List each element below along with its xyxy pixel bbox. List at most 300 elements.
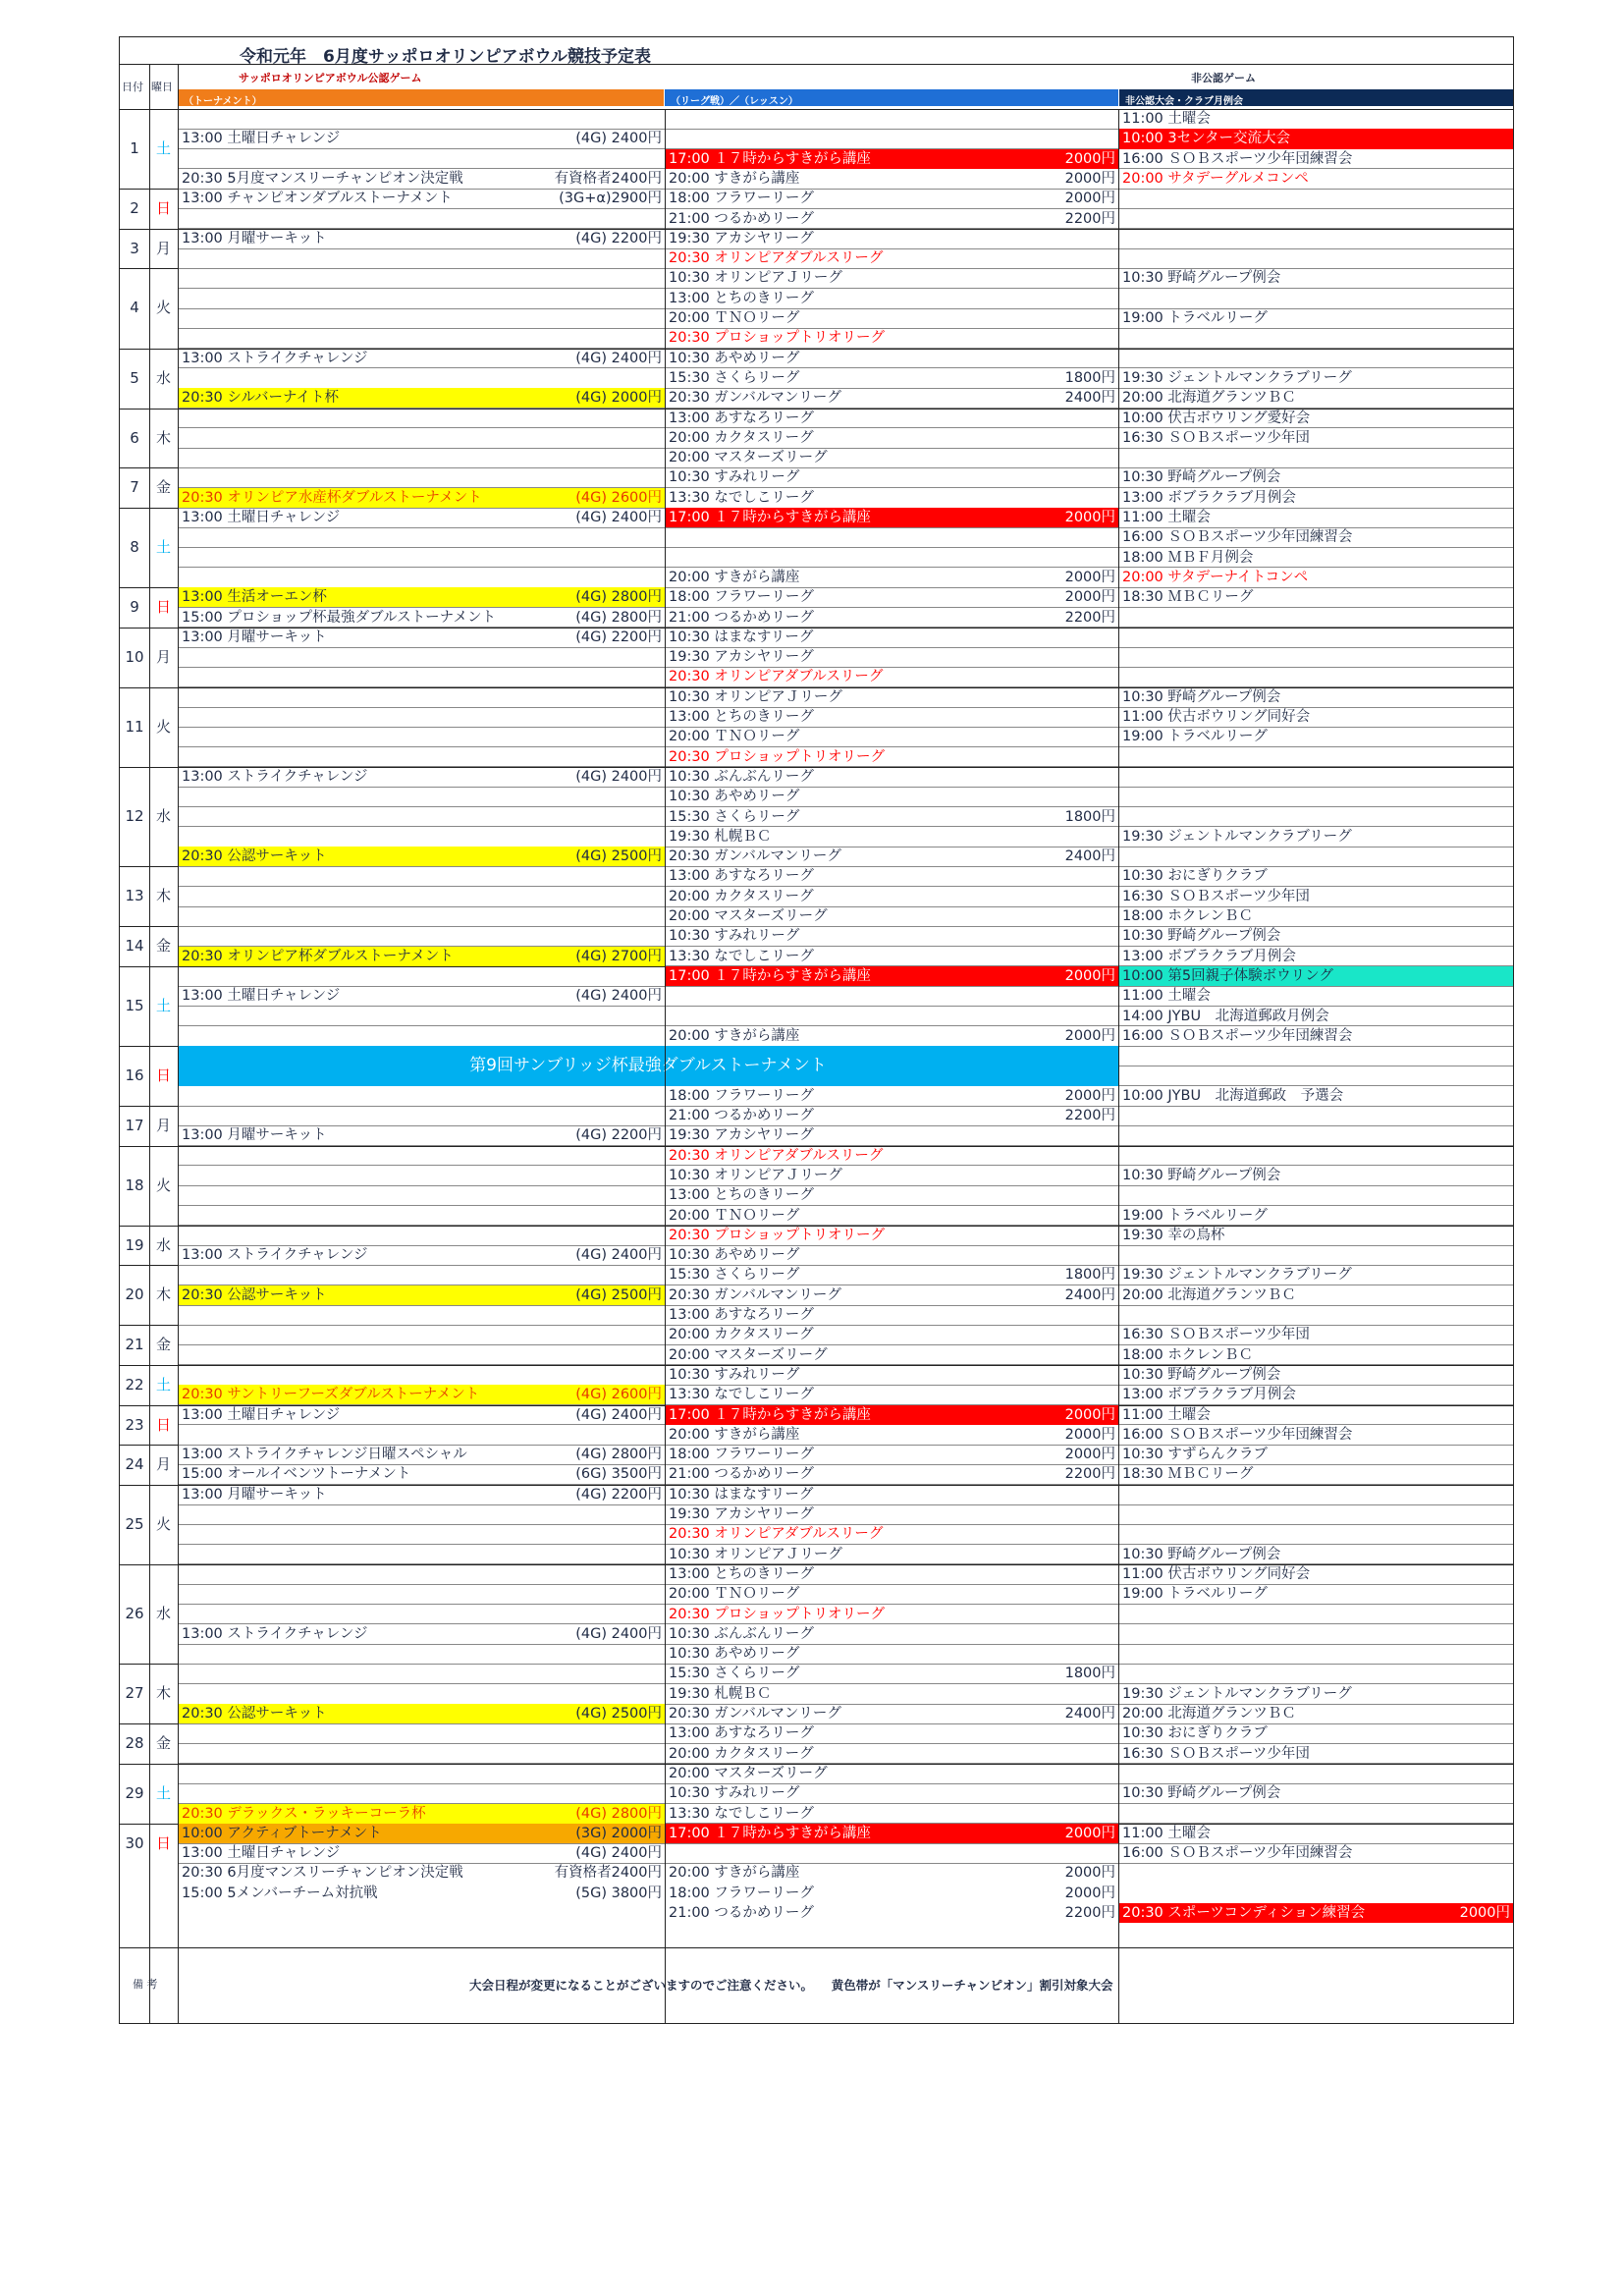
schedule-entry [665, 289, 1118, 308]
entry-price: (4G) 2600円 [575, 489, 662, 506]
schedule-entry [665, 368, 1118, 388]
entry-text: 20:00 すきがら講座 [669, 1865, 800, 1882]
day-of-week: 金 [155, 478, 171, 497]
entry-text: 20:00 ＴＮＯリーグ [669, 1207, 800, 1224]
divider [178, 65, 179, 2023]
schedule-entry [1118, 548, 1513, 568]
schedule-entry [665, 568, 1118, 587]
entry-text: 13:00 月曜サーキット [182, 1486, 327, 1503]
subrow-line [178, 1106, 665, 1107]
schedule-entry [665, 1285, 1118, 1305]
subrow-line [665, 129, 1118, 130]
schedule-entry [665, 1345, 1118, 1365]
entry-text: 10:30 オリンピアＪリーグ [669, 688, 842, 705]
entry-text: 19:30 アカシヤリーグ [669, 230, 814, 246]
schedule-entry [178, 1245, 665, 1265]
entry-price: (5G) 3800円 [575, 1885, 662, 1901]
schedule-entry [1118, 129, 1513, 148]
entry-text: 15:00 5メンバーチーム対抗戦 [182, 1885, 378, 1901]
schedule-entry [665, 1425, 1118, 1445]
entry-text: 20:30 オリンピアダブルスリーグ [669, 669, 884, 685]
entry-text: 20:00 カクタスリーグ [669, 888, 814, 904]
day-number: 23 [125, 1415, 144, 1434]
subrow-line [178, 1344, 665, 1345]
entry-text: 20:00 ＴＮＯリーグ [669, 310, 800, 326]
entry-text: 13:00 月曜サーキット [182, 629, 327, 645]
entry-price: 2200円 [1064, 1905, 1115, 1921]
schedule-entry [665, 906, 1118, 926]
day-number: 2 [130, 199, 139, 218]
schedule-entry [1118, 1265, 1513, 1285]
day-number: 5 [130, 368, 139, 387]
entry-text: 10:30 オリンピアＪリーグ [669, 270, 842, 287]
entry-price: (4G) 2500円 [575, 1286, 662, 1303]
divider [665, 109, 666, 2023]
subrow-line [1118, 806, 1513, 807]
schedule-entry [665, 1325, 1118, 1344]
entry-price: (4G) 2200円 [575, 1127, 662, 1144]
schedule-entry [665, 707, 1118, 727]
entry-price: (4G) 2600円 [575, 1387, 662, 1403]
schedule-entry [665, 1146, 1118, 1166]
entry-price: (4G) 2500円 [575, 1706, 662, 1722]
schedule-entry [1118, 268, 1513, 288]
schedule-entry [1118, 149, 1513, 169]
schedule-entry [665, 1086, 1118, 1106]
league-bar-label: （リーグ戦）／（レッスン） [671, 96, 798, 107]
schedule-entry [665, 787, 1118, 806]
entry-text: 10:30 あやめリーグ [669, 1646, 800, 1663]
entry-price: (4G) 2800円 [575, 589, 662, 606]
schedule-entry [665, 1464, 1118, 1484]
entry-text: 16:30 ＳＯＢスポーツ少年団 [1122, 1745, 1310, 1762]
schedule-entry [1118, 368, 1513, 388]
subrow-line [1118, 1524, 1513, 1525]
day-of-week: 水 [155, 1604, 171, 1622]
entry-text: 18:00 ホクレンＢＣ [1122, 1346, 1254, 1363]
entry-text: 20:00 北海道グランツＢＣ [1122, 1286, 1296, 1303]
entry-text: 17:00 １７時からすきがら講座 [669, 1406, 871, 1423]
subrow-line [178, 1325, 665, 1326]
day-of-week: 火 [155, 717, 171, 736]
schedule-entry [665, 1524, 1118, 1544]
entry-text: 16:00 ＳＯＢスポーツ少年団練習会 [1122, 1027, 1353, 1044]
entry-price: 2000円 [1064, 1865, 1115, 1882]
divider [149, 65, 150, 2023]
schedule-entry [665, 1545, 1118, 1564]
schedule-entry [1118, 966, 1513, 986]
schedule-entry [665, 1485, 1118, 1504]
schedule-entry [1118, 1086, 1513, 1106]
schedule-entry [1118, 1824, 1513, 1843]
entry-text: 10:30 すみれリーグ [669, 928, 800, 945]
entry-text: 20:00 カクタスリーグ [669, 1745, 814, 1762]
entry-text: 20:00 サタデーナイトコンペ [1122, 569, 1309, 585]
entry-text: 10:00 3センター交流大会 [1122, 131, 1291, 147]
entry-price: 2000円 [1064, 150, 1115, 167]
entry-text: 13:00 生活オーエン杯 [182, 589, 327, 606]
entry-text: 21:00 つるかめリーグ [669, 609, 814, 626]
tournament-bar-label: （トーナメント） [184, 96, 262, 107]
schedule-entry [665, 1804, 1118, 1824]
schedule-entry [1118, 1843, 1513, 1863]
entry-text: 17:00 １７時からすきがら講座 [669, 510, 871, 525]
schedule-entry [665, 1185, 1118, 1205]
schedule-entry [665, 1026, 1118, 1046]
entry-text: 18:30 ＭＢＣリーグ [1122, 589, 1254, 606]
entry-text: 13:00 ストライクチャレンジ [182, 350, 368, 366]
entry-text: 13:00 あすなろリーグ [669, 1725, 814, 1742]
subrow-line [178, 547, 665, 548]
entry-text: 10:00 第5回親子体験ボウリング [1122, 967, 1333, 984]
entry-price: (4G) 2400円 [575, 510, 662, 525]
entry-text: 20:30 サントリーフーズダブルストーナメント [182, 1387, 480, 1403]
entry-text: 18:00 フラワーリーグ [669, 589, 814, 606]
entry-text: 20:00 北海道グランツＢＣ [1122, 1706, 1296, 1722]
entry-price: (6G) 3500円 [575, 1466, 662, 1483]
header-unofficial-label: 非公認ゲーム [1191, 72, 1256, 84]
entry-text: 13:00 土曜日チャレンジ [182, 131, 341, 147]
schedule-entry [665, 1385, 1118, 1404]
entry-text: 10:30 ぶんぶんリーグ [669, 1625, 814, 1642]
schedule-entry [665, 887, 1118, 906]
subrow-line [178, 1544, 665, 1545]
day-number: 14 [125, 937, 144, 956]
entry-text: 10:30 オリンピアＪリーグ [669, 1546, 842, 1562]
entry-text: 21:00 つるかめリーグ [669, 1466, 814, 1483]
schedule-entry [1118, 866, 1513, 886]
day-number: 24 [125, 1455, 144, 1474]
subrow-line [178, 1604, 665, 1605]
entry-text: 10:30 あやめリーグ [669, 350, 800, 366]
schedule-entry [665, 1624, 1118, 1644]
schedule-entry [1118, 1425, 1513, 1445]
subrow-line [178, 1205, 665, 1206]
schedule-entry [178, 1125, 665, 1145]
subrow-line [178, 1025, 665, 1026]
entry-text: 15:30 さくらリーグ [669, 1666, 800, 1682]
entry-text: 19:30 アカシヤリーグ [669, 1127, 814, 1144]
schedule-entry [178, 628, 665, 647]
day-of-week: 土 [155, 1375, 171, 1394]
day-of-week: 土 [155, 1783, 171, 1802]
schedule-entry [665, 628, 1118, 647]
divider [1118, 109, 1119, 2023]
entry-text: 15:30 さくらリーグ [669, 808, 800, 825]
schedule-entry [1118, 926, 1513, 946]
subrow-line [1118, 766, 1513, 767]
subrow-line [178, 1185, 665, 1186]
schedule-entry [1118, 508, 1513, 527]
day-of-week: 火 [155, 1175, 171, 1194]
subrow-line [1118, 1504, 1513, 1505]
entry-text: 16:00 ＳＯＢスポーツ少年団練習会 [1122, 1845, 1353, 1862]
schedule-entry [178, 189, 665, 208]
schedule-entry [178, 587, 665, 607]
subrow-line [1118, 1125, 1513, 1126]
day-of-week: 日 [155, 1833, 171, 1852]
entry-text: 20:00 すきがら講座 [669, 1426, 800, 1443]
schedule-sheet [119, 36, 1514, 2024]
subrow-line [178, 268, 665, 269]
day-of-week: 火 [155, 1514, 171, 1533]
entry-text: 19:00 トラベルリーグ [1122, 1586, 1268, 1603]
schedule-entry [665, 608, 1118, 628]
entry-price: 2000円 [1064, 967, 1115, 984]
subrow-line [1118, 667, 1513, 668]
entry-price: 2400円 [1064, 1286, 1115, 1303]
day-of-week: 木 [155, 1285, 171, 1304]
schedule-entry [665, 1125, 1118, 1145]
remarks-text: 大会日程が変更になることがございますのでご注意ください。 黄色帯が「マンスリーチャンピオン」割引対象大会 [469, 1978, 1113, 1993]
day-number: 21 [125, 1336, 144, 1354]
schedule-entry [1118, 1584, 1513, 1604]
day-number: 11 [125, 717, 144, 736]
entry-text: 20:30 ガンバルマンリーグ [669, 848, 841, 865]
schedule-entry [1118, 568, 1513, 587]
subrow-line [178, 1584, 665, 1585]
subrow-line [178, 1563, 665, 1564]
entry-text: 19:30 ジェントルマンクラブリーグ [1122, 828, 1352, 845]
subrow-line [1118, 1145, 1513, 1146]
entry-price: (4G) 2500円 [575, 848, 662, 865]
schedule-entry [665, 667, 1118, 686]
subrow-line [178, 1783, 665, 1784]
entry-text: 20:30 公認サーキット [182, 1286, 327, 1303]
schedule-entry [665, 1206, 1118, 1226]
entry-text: 10:30 あやめリーグ [669, 1247, 800, 1264]
entry-text: 19:30 幸の鳥杯 [1122, 1227, 1225, 1243]
schedule-entry [665, 1106, 1118, 1125]
schedule-entry [665, 1884, 1118, 1903]
day-number: 19 [125, 1235, 144, 1254]
subrow-line [178, 1524, 665, 1525]
day-number: 7 [130, 478, 139, 497]
subrow-line [178, 328, 665, 329]
entry-price: 2200円 [1064, 1466, 1115, 1483]
schedule-entry [665, 926, 1118, 946]
entry-text: 10:30 すずらんクラブ [1122, 1447, 1269, 1463]
entry-price: 2200円 [1064, 1108, 1115, 1123]
schedule-entry [665, 827, 1118, 847]
entry-price: 2400円 [1064, 1706, 1115, 1722]
entry-text: 18:00 ＭＢＦ月例会 [1122, 549, 1254, 566]
entry-text: 13:00 ストライクチャレンジ [182, 768, 368, 785]
schedule-entry [178, 508, 665, 527]
schedule-entry [1118, 687, 1513, 707]
entry-text: 15:00 オールイベンツトーナメント [182, 1466, 411, 1483]
entry-price: (4G) 2400円 [575, 131, 662, 147]
entry-text: 20:00 サタデーグルメコンペ [1122, 170, 1309, 187]
entry-text: 13:00 ストライクチャレンジ [182, 1247, 368, 1264]
day-of-week: 日 [155, 598, 171, 617]
entry-text: 13:00 土曜日チャレンジ [182, 1845, 341, 1862]
day-of-week: 木 [155, 887, 171, 905]
schedule-entry [178, 1824, 665, 1843]
schedule-entry [665, 647, 1118, 667]
entry-text: 10:30 野崎グループ例会 [1122, 688, 1281, 705]
subrow-line [1118, 627, 1513, 628]
entry-price: (4G) 2800円 [575, 1805, 662, 1822]
title-row [120, 37, 1513, 65]
entry-price: 1800円 [1064, 1267, 1115, 1284]
entry-text: 20:30 スポーツコンディション練習会 [1122, 1905, 1366, 1921]
entry-text: 17:00 １７時からすきがら講座 [669, 967, 871, 984]
schedule-entry [1118, 1365, 1513, 1385]
schedule-entry [1118, 1226, 1513, 1245]
schedule-entry [1118, 587, 1513, 607]
entry-price: 2200円 [1064, 210, 1115, 227]
entry-text: 16:00 ＳＯＢスポーツ少年団練習会 [1122, 529, 1353, 546]
entry-text: 10:30 野崎グループ例会 [1122, 469, 1281, 486]
entry-price: (4G) 2200円 [575, 230, 662, 246]
entry-text: 20:30 公認サーキット [182, 1706, 327, 1722]
day-number: 29 [125, 1783, 144, 1802]
schedule-entry [665, 1744, 1118, 1764]
entry-text: 20:00 マスターズリーグ [669, 1765, 828, 1781]
schedule-entry [1118, 1744, 1513, 1764]
entry-text: 20:00 ＴＮＯリーグ [669, 729, 800, 745]
subrow-line [178, 926, 665, 927]
entry-text: 11:00 伏古ボウリング同好会 [1122, 709, 1311, 725]
schedule-entry [1118, 169, 1513, 189]
schedule-entry [665, 328, 1118, 348]
header-day [120, 65, 149, 109]
day-of-week: 火 [155, 299, 171, 317]
subrow-line [178, 1225, 665, 1226]
day-of-week: 金 [155, 937, 171, 956]
schedule-entry [665, 1166, 1118, 1185]
entry-text: 20:00 カクタスリーグ [669, 429, 814, 446]
entry-text: 13:00 月曜サーキット [182, 230, 327, 246]
entry-text: 10:30 ぶんぶんリーグ [669, 768, 814, 785]
schedule-entry [665, 587, 1118, 607]
entry-text: 19:30 ジェントルマンクラブリーグ [1122, 369, 1352, 386]
entry-price: 1800円 [1064, 1666, 1115, 1682]
entry-text: 13:00 ボブラクラブ月例会 [1122, 489, 1296, 506]
entry-price: (3G+α)2900円 [559, 191, 662, 207]
entry-text: 13:00 ボブラクラブ月例会 [1122, 948, 1296, 964]
entry-price: 有資格者2400円 [554, 1865, 662, 1882]
tournament-bar [178, 89, 664, 106]
subrow-line [178, 686, 665, 687]
entry-text: 19:00 トラベルリーグ [1122, 1207, 1268, 1224]
entry-text: 18:00 フラワーリーグ [669, 1087, 814, 1104]
schedule-entry [1118, 887, 1513, 906]
entry-price: 2000円 [1064, 1406, 1115, 1423]
schedule-entry [665, 1644, 1118, 1664]
subrow-line [1118, 208, 1513, 209]
schedule-entry [665, 1305, 1118, 1325]
entry-text: 10:30 野崎グループ例会 [1122, 1167, 1281, 1183]
entry-text: 10:30 はまなすリーグ [669, 629, 814, 645]
league-bar [665, 89, 1118, 106]
entry-text: 11:00 土曜会 [1122, 510, 1211, 525]
entry-price: 2000円 [1459, 1905, 1510, 1921]
schedule-entry [665, 229, 1118, 248]
entry-price: (4G) 2800円 [575, 1447, 662, 1463]
entry-text: 19:00 トラベルリーグ [1122, 310, 1268, 326]
day-number: 30 [125, 1833, 144, 1852]
day-number: 20 [125, 1285, 144, 1304]
schedule-entry [1118, 1545, 1513, 1564]
schedule-entry [665, 747, 1118, 767]
subrow-line [178, 906, 665, 907]
entry-text: 10:30 野崎グループ例会 [1122, 1785, 1281, 1802]
entry-price: 2200円 [1064, 609, 1115, 626]
schedule-entry [178, 1863, 665, 1883]
schedule-entry [665, 1684, 1118, 1704]
schedule-entry [1118, 1345, 1513, 1365]
schedule-entry [1118, 1385, 1513, 1404]
schedule-entry [178, 847, 665, 866]
schedule-entry [1118, 1206, 1513, 1226]
schedule-entry [178, 1485, 665, 1504]
schedule-entry [1118, 1325, 1513, 1344]
schedule-entry [1118, 906, 1513, 926]
schedule-entry [1118, 1704, 1513, 1723]
schedule-entry [1118, 1026, 1513, 1046]
entry-text: 13:00 あすなろリーグ [669, 868, 814, 885]
entry-text: 10:00 アクティブトーナメント [182, 1825, 382, 1841]
entry-text: 13:00 土曜日チャレンジ [182, 988, 341, 1005]
entry-text: 18:00 フラワーリーグ [669, 191, 814, 207]
day-of-week: 金 [155, 1734, 171, 1753]
schedule-entry [665, 947, 1118, 966]
subrow-line [178, 667, 665, 668]
subrow-line [178, 1743, 665, 1744]
entry-text: 16:30 ＳＯＢスポーツ少年団 [1122, 1327, 1310, 1343]
schedule-entry [178, 986, 665, 1006]
entry-text: 19:30 札幌ＢＣ [669, 828, 772, 845]
entry-text: 18:30 ＭＢＣリーグ [1122, 1466, 1254, 1483]
subrow-line [178, 806, 665, 807]
entry-text: 17:00 １７時からすきがら講座 [669, 1825, 871, 1841]
entry-price: 1800円 [1064, 369, 1115, 386]
schedule-entry [665, 1824, 1118, 1843]
subrow-line [178, 427, 665, 428]
entry-text: 13:00 とちのきリーグ [669, 1565, 814, 1582]
schedule-entry [665, 1226, 1118, 1245]
schedule-entry [1118, 1285, 1513, 1305]
subrow-line [665, 1006, 1118, 1007]
entry-text: 20:30 ガンバルマンリーグ [669, 390, 841, 407]
entry-text: 17:00 １７時からすきがら講座 [669, 150, 871, 167]
subrow-line [178, 707, 665, 708]
entry-price: 2000円 [1064, 1087, 1115, 1104]
subrow-line [178, 448, 665, 449]
entry-text: 13:00 ストライクチャレンジ日曜スペシャル [182, 1447, 467, 1463]
entry-price: 有資格者2400円 [554, 170, 662, 187]
entry-price: (4G) 2700円 [575, 948, 662, 964]
entry-text: 13:30 なでしこリーグ [669, 948, 814, 964]
entry-text: 20:00 すきがら講座 [669, 1027, 800, 1044]
entry-price: 2000円 [1064, 1027, 1115, 1044]
schedule-entry [1118, 1405, 1513, 1425]
entry-text: 20:00 北海道グランツＢＣ [1122, 390, 1296, 407]
entry-price: 2000円 [1064, 1426, 1115, 1443]
entry-text: 13:30 なでしこリーグ [669, 489, 814, 506]
subrow-line [178, 1683, 665, 1684]
schedule-entry [178, 229, 665, 248]
schedule-entry [665, 1863, 1118, 1883]
day-of-week: 木 [155, 428, 171, 447]
entry-text: 15:30 さくらリーグ [669, 369, 800, 386]
day-number: 15 [125, 996, 144, 1014]
subrow-line [178, 746, 665, 747]
subrow-line [178, 727, 665, 728]
day-of-week: 土 [155, 996, 171, 1014]
